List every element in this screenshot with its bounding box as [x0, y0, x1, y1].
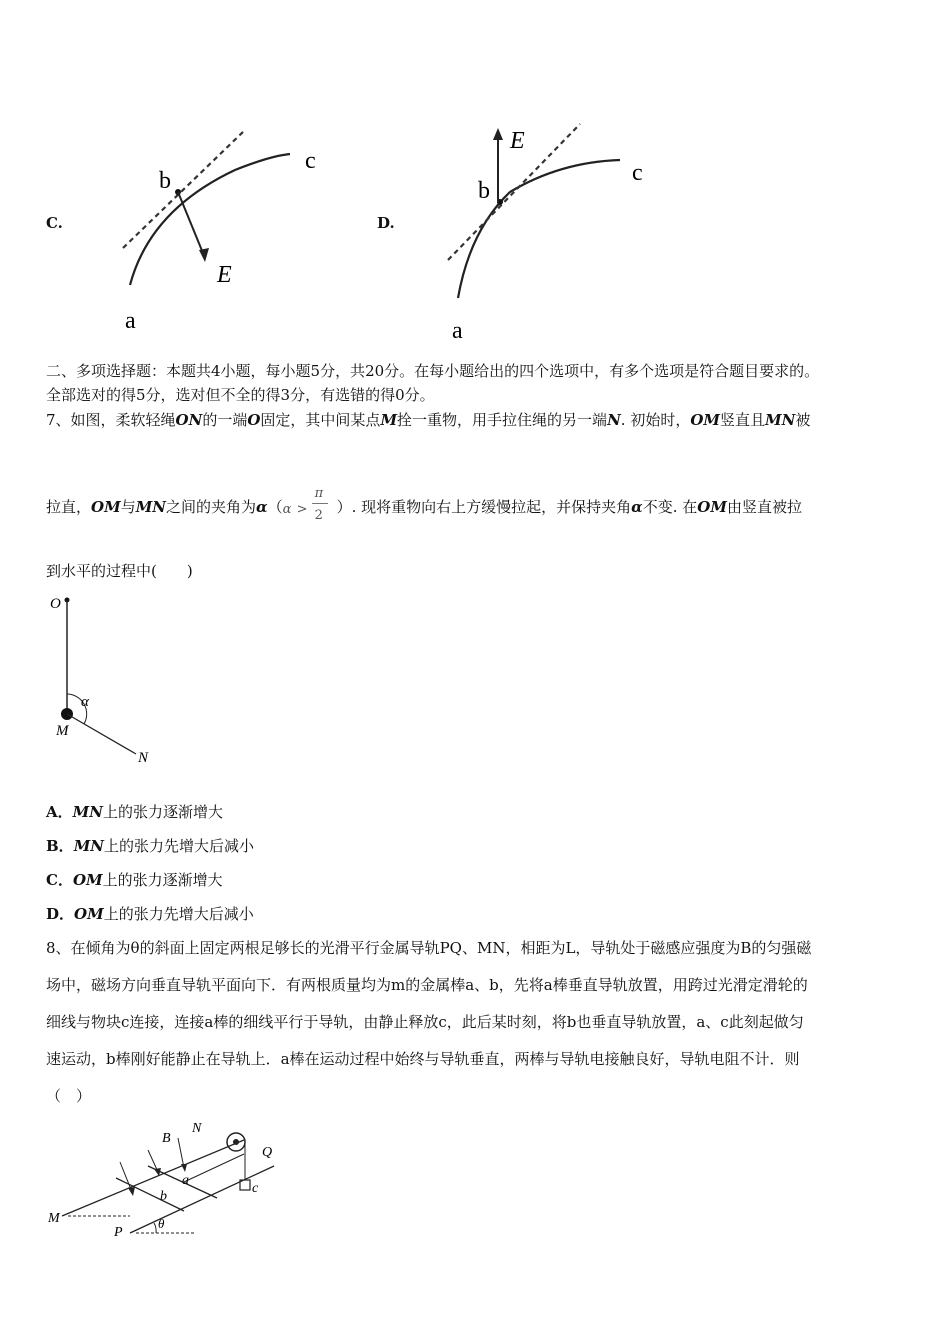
field-arrowhead-3: [128, 1187, 135, 1196]
figure-q7: [46, 590, 166, 770]
rope-mn: [67, 714, 136, 754]
label-b-d: b: [478, 178, 490, 204]
theta-arc: [154, 1223, 156, 1233]
section-header-line1: 二、多项选择题：本题共4小题，每小题5分，共20分。在每小题给出的四个选项中，有多个选项是符合题目要求的。: [46, 362, 820, 380]
q8-line1: 8、在倾角为θ的斜面上固定两根足够长的光滑平行金属导轨PQ、MN，相距为L，导轨处于磁感应强度为B的匀强磁: [46, 939, 812, 957]
label-n-rail: N: [192, 1121, 202, 1136]
label-b-c: b: [159, 168, 171, 194]
q8-line5: （ ）: [46, 1087, 92, 1105]
field-arrow-3: [120, 1162, 132, 1192]
rail-mn: [62, 1140, 244, 1216]
label-e-c: E: [217, 262, 232, 288]
alpha-condition: α > π 2: [283, 497, 337, 519]
field-arrowhead-1: [181, 1164, 187, 1172]
label-m: M: [56, 723, 69, 739]
q8-line2: 场中，磁场方向垂直导轨平面向下．有两根质量均为m的金属棒a、b，先将a棒垂直导轨放置，用跨过光滑定滑轮的: [46, 976, 808, 994]
figure-q8: [44, 1118, 294, 1248]
label-c-block: c: [252, 1181, 259, 1196]
label-c-c: c: [305, 148, 316, 174]
label-e-d: E: [510, 128, 525, 154]
label-alpha: α: [81, 694, 89, 710]
arrowhead-c: [199, 248, 209, 262]
rail-pq: [130, 1166, 274, 1233]
rod-b: [116, 1178, 184, 1211]
q7-option-c: C．OM上的张力逐渐增大: [46, 871, 223, 889]
q8-line4: 速运动，b棒刚好能静止在导轨上．a棒在运动过程中始终与导轨垂直，两棒与导轨电接触良好，导轨电阻不计．则: [46, 1050, 800, 1068]
label-c-d: c: [632, 160, 643, 186]
label-n: N: [138, 750, 149, 766]
q8-line3: 细线与物块c连接，连接a棒的细线平行于导轨，由静止释放c，此后某时刻，将b也垂直导轨放置，a、c此刻起做匀: [46, 1013, 804, 1031]
label-q-rail: Q: [262, 1145, 273, 1160]
q7-option-b: B．MN上的张力先增大后减小: [46, 837, 255, 855]
q7-option-d: D．OM上的张力先增大后减小: [46, 905, 254, 923]
q7-line3: 到水平的过程中( ): [46, 562, 193, 580]
field-arrow-1: [178, 1138, 184, 1168]
string: [184, 1154, 244, 1182]
label-a-rod: a: [182, 1173, 189, 1188]
curve-c: [130, 154, 290, 285]
label-theta: θ: [158, 1216, 165, 1231]
label-b-rod: b: [160, 1189, 167, 1204]
q7-line2: 拉直，OM与MN之间的夹角为α（ α > π 2 ）. 现将重物向右上方缓慢拉起，并保持夹角α不变. 在OM由竖直被拉: [46, 486, 802, 523]
option-c-label: C.: [46, 214, 63, 232]
tangent-c: [123, 130, 245, 248]
label-a-d: a: [452, 318, 463, 344]
q7-line1: 7、如图，柔软轻绳ON的一端O固定，其中间某点M拴一重物，用手拉住绳的另一端N. 初始时，OM竖直且MN被: [46, 411, 811, 429]
label-o: O: [50, 596, 61, 612]
figure-d: [440, 120, 680, 345]
option-d-label: D.: [377, 214, 395, 232]
field-vector-c: [178, 192, 205, 258]
arrowhead-d: [493, 128, 503, 140]
section-header-line2: 全部选对的得5分，选对但不全的得3分，有选错的得0分。: [46, 386, 435, 404]
figure-c: [105, 130, 345, 340]
label-p-rail: P: [114, 1225, 123, 1240]
label-b-field: B: [162, 1131, 171, 1146]
label-m-rail: M: [48, 1211, 60, 1226]
label-a-c: a: [125, 308, 136, 334]
q7-option-a: A．MN上的张力逐渐增大: [46, 803, 223, 821]
pulley-axle: [233, 1139, 239, 1145]
